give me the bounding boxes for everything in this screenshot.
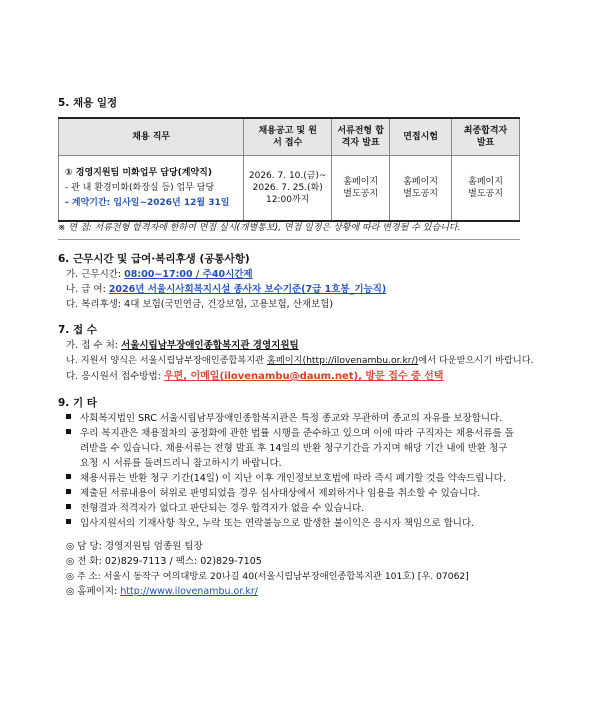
list-item: 제출된 서류내용이 허위로 판명되었을 경우 심사대상에서 제외하거나 임용을 취소할 수 있습니다. [80, 488, 481, 499]
list-item: 전형결과 적격자가 없다고 판단되는 경우 합격자가 없을 수 있습니다. [80, 503, 365, 514]
work-hours-value: 08:00~17:00 / 주40시간제 [124, 269, 253, 280]
application-form-text: 나. 지원서 양식은 서울시립남부장애인종합복지관 [66, 355, 267, 366]
list-item: 입사지원서의 기재사항 착오, 누락 또는 연락불능으로 발생한 불이익은 응시자 책임으로 합니다. [80, 518, 475, 529]
header-application-text: 채용공고 및 원서 접수 [258, 126, 317, 148]
contact-phone: ◎ 전 화: 02)829-7113 / 팩스: 02)829-7105 [66, 556, 262, 567]
application-form-tail: 에서 다운받으시기 바랍니다. [418, 355, 534, 366]
reception-place-row [66, 337, 299, 351]
section-6-title: 6. 근무시간 및 급여·복리후생 (공통사항) [58, 253, 250, 265]
contact-homepage-row [66, 583, 258, 597]
reception-place-value: 서울시립남부장애인종합복지관 경영지원팀 [121, 340, 299, 351]
homepage-label: ◎ 홈페이지: [66, 586, 121, 597]
welfare-row: 다. 복리후생: 4대 보험(국민연금, 건강보험, 고용보험, 산재보험) [66, 299, 334, 310]
list-item-continuation: 려받을 수 있습니다. 채용서류는 전형 발표 후 14일의 반환 청구기간을 가지며 해당 기간 내에 반환 청구 [80, 443, 508, 454]
bullet-icon [66, 516, 74, 526]
bullet-icon [66, 486, 74, 496]
list-item: 채용서류는 반환 청구 기간(14일) 이 지난 이후 개인정보보호법에 따라 즉시 폐기할 것을 약속드립니다. [80, 473, 506, 484]
duty-period: - 계약기간: 입사일~2026년 12월 31일 [65, 198, 230, 208]
table-header-row [59, 118, 520, 156]
homepage-link[interactable]: 홈페이지(http://ilovenambu.or.kr/) [266, 355, 419, 366]
table-row [59, 156, 520, 222]
section-5-title: 5. 채용 일정 [58, 97, 118, 109]
final-result-cell [452, 156, 520, 222]
submission-method-value: 우편, 이메일(ilovenambu@daum.net), 방문 접수 중 선택 [163, 371, 444, 382]
list-item: 사회복지법인 SRC 서울시립남부장애인종합복지관은 특정 종교와 무관하며 종교의 자유를 보장합니다. [80, 413, 503, 424]
header-interview: 면접시험 [390, 118, 452, 156]
final-result-text: 홈페이지 별도공지 [468, 177, 503, 199]
duty-desc: - 관 내 환경미화(화장실 등) 업무 담당 [65, 183, 215, 193]
application-period-cell [244, 156, 332, 222]
homepage-url-link[interactable]: http://www.ilovenambu.or.kr/ [120, 586, 259, 597]
bullet-icon [66, 501, 74, 511]
bullet-icon [66, 411, 74, 421]
pay-value: 2026년 서울시사회복지시설 종사자 보수기준(7급 1호봉_기능직) [108, 284, 387, 295]
header-duty: 채용 직무 [59, 118, 244, 156]
list-item-continuation: 요청 시 서류를 돌려드리니 참고하시기 바랍니다. [80, 458, 282, 469]
header-final-result-text: 최종합격자 발표 [463, 126, 508, 148]
section-9-title: 9. 기 타 [58, 397, 97, 409]
header-application [244, 118, 332, 156]
header-final-result [452, 118, 520, 156]
doc-result-text: 홈페이지 별도공지 [343, 177, 379, 199]
reception-place-label: 가. 접 수 처: [66, 340, 122, 351]
period-line-3: 12:00까지 [266, 195, 310, 205]
application-form-row [66, 352, 534, 366]
recruit-schedule-table [58, 117, 520, 222]
pay-label: 나. 급 여: [66, 284, 109, 295]
period-line-2: 2026. 7. 25.(화) [252, 183, 323, 193]
work-hours-label: 가. 근무시간: [66, 269, 125, 280]
submission-method-row [66, 367, 443, 382]
interview-cell [390, 156, 452, 222]
duty-title: ① 경영지원팀 미화업무 담당(계약직) [65, 168, 212, 178]
list-item: 우리 복지관은 채용절차의 공정화에 관한 법률 시행을 준수하고 있으며 이에 따라 구직자는 채용서류를 돌 [80, 428, 514, 439]
bullet-icon [66, 471, 74, 481]
period-line-1: 2026. 7. 10.(금)~ [248, 171, 327, 181]
contact-address: ◎ 주 소: 서울시 동작구 여의대방로 20나길 40(서울시립남부장애인종합복지관 101호) [우. 07062] [66, 571, 469, 582]
pay-row [66, 281, 386, 295]
submission-method-label: 다. 응시원서 접수방법: [66, 371, 164, 382]
doc-result-cell [332, 156, 390, 222]
duty-cell [59, 156, 244, 222]
interview-text: 홈페이지 별도공지 [403, 177, 438, 199]
header-doc-result-text: 서류전형 합격자 발표 [337, 126, 384, 148]
interview-note: ※ 면 접: 서류전형 합격자에 한하여 면접 실시(개별통보), 면접 일정은 상황에 따라 변경될 수 있습니다. [58, 223, 461, 233]
work-hours-row [66, 266, 253, 280]
divider [58, 239, 520, 240]
contact-manager: ◎ 담 당: 경영지원팀 엄종원 팀장 [66, 541, 203, 552]
bullet-icon [66, 426, 74, 436]
header-doc-result [332, 118, 390, 156]
section-7-title: 7. 접 수 [58, 324, 97, 336]
